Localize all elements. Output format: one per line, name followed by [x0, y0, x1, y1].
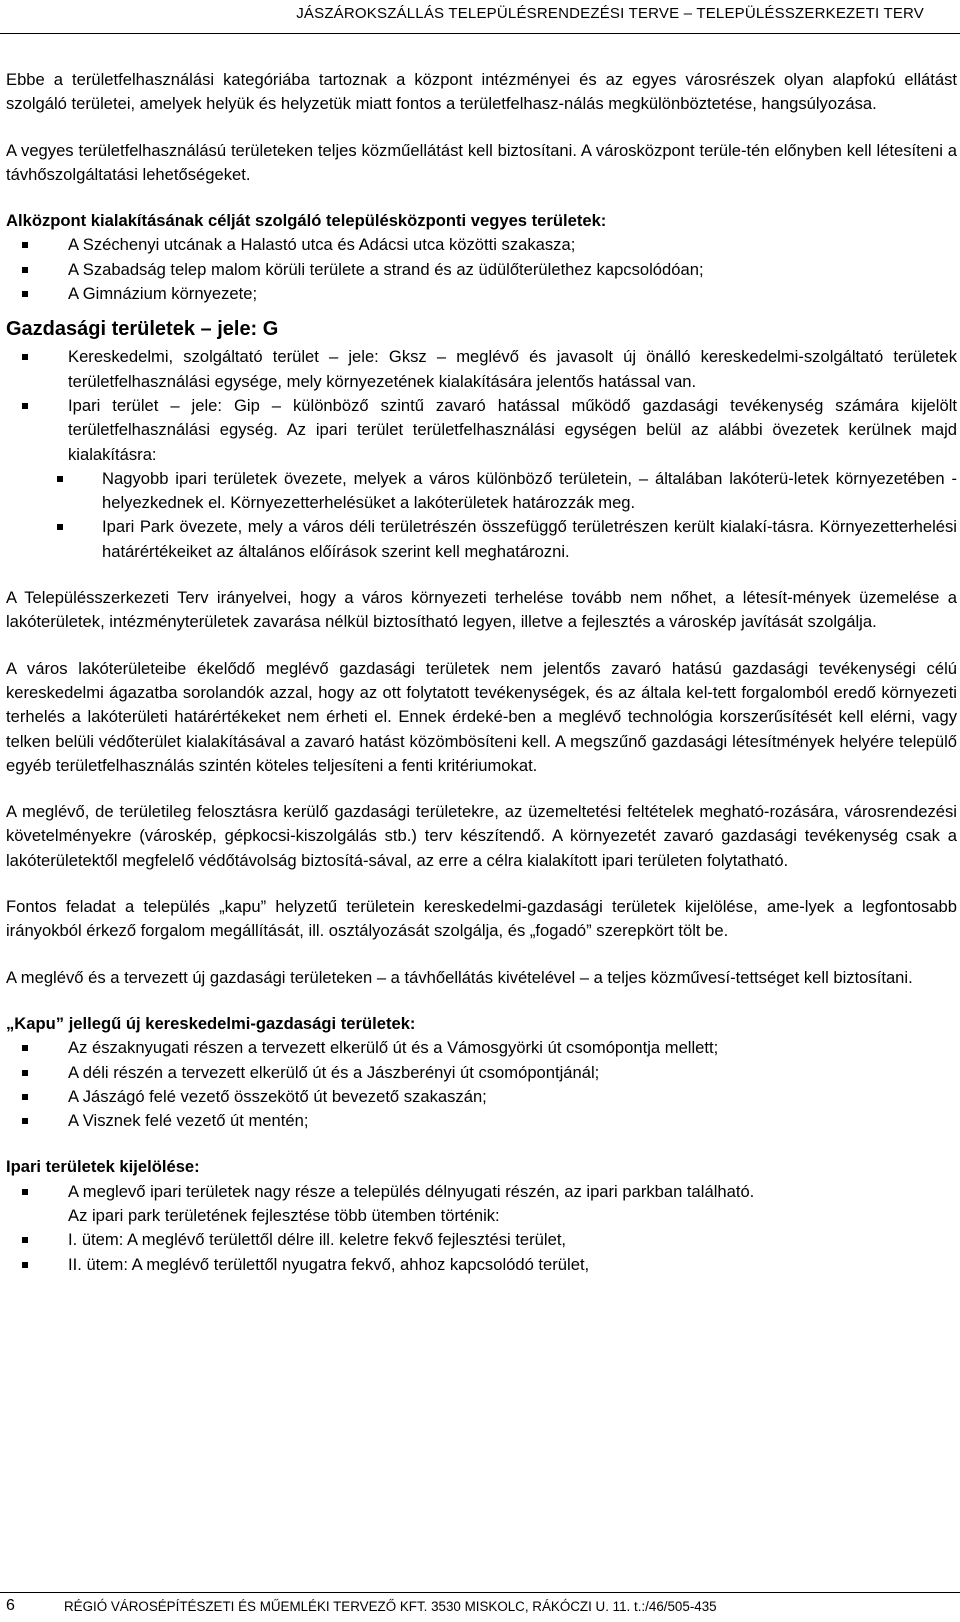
document-body [6, 68, 957, 1277]
alkozpont-list [6, 233, 957, 306]
list-item: Kereskedelmi, szolgáltató terület – jele: Gksz – meglévő és javasolt új önálló kereskedelmi-szolgáltató területek területfelhasználási egysége, mely környezetének kialakítására jelentős hatással van. [6, 345, 957, 394]
square-bullet-icon [22, 1094, 28, 1100]
square-bullet-icon [22, 403, 28, 409]
list-item: Nagyobb ipari területek övezete, melyek a város különböző területein, – általában lakóterü-letek környezetében - helyezkednek el. Környezetterhelésüket a lakóterületek határozzák meg. [6, 467, 957, 516]
intro-paragraph-2: A vegyes területfelhasználású területeken teljes közműellátást kell biztosítani. A városközpont terüle-tén előnyben kell létesíteni a távhőszolgáltatási lehetőségeket. [6, 140, 957, 184]
paragraph-lakoteruletek: A város lakóterületeibe ékelődő meglévő gazdasági területek nem jelentős zavaró hatású gazdasági tevékenységi célú kereskedelmi ágazatba sorolandók azzal, hogy az ott folytatott tevékenységek, és az általa kel-tett forgalomból eredő környezeti terhelés a lakóterületi határértékeket nem érheti el. Ennek érdeké-ben a meglévő technológia korszerűsítését kell elérni, vagy telken belüli védőterület kialakításával a zavaró hatást közömbösíteni kell. A megszűnő gazdasági létesítmények helyére települő egyéb területfelhasználás szintén köteles teljesíteni a fenti kritériumokat. [6, 658, 957, 775]
square-bullet-icon [57, 524, 63, 530]
square-bullet-icon [22, 242, 28, 248]
list-item: Az északnyugati részen a tervezett elkerülő út és a Vámosgyörki út csomópontja mellett; [6, 1036, 957, 1060]
footer-address: RÉGIÓ VÁROSÉPÍTÉSZETI ÉS MŰEMLÉKI TERVEZŐ KFT. 3530 MISKOLC, RÁKÓCZI U. 11. t.:/46/505-435 [64, 1599, 717, 1614]
paragraph-felosztas: A meglévő, de területileg felosztásra kerülő gazdasági területekre, az üzemeltetési feltételek megható-rozására, városrendezési követelményekre (városkép, gépkocsi-kiszolgálás stb.) terv készítendő. A környezetét zavaró gazdasági tevékenység csak a lakóterületektől megfelelő védőtávolság biztosítá-sával, az erre a célra kialakított ipari területen folytatható. [6, 802, 957, 870]
paragraph-irányelvek: A Településszerkezeti Terv irányelvei, hogy a város környezeti terhelése tovább nem nőhet, a létesít-mények üzemelése a lakóterületek, intézményterületek zavarása nélkül biztosítható legyen, illetve a fejlesztés a városkép javítását szolgálja. [6, 588, 957, 632]
list-item: Ipari terület – jele: Gip – különböző szintű zavaró hatással működő gazdasági tevékenység számára kijelölt területfelhasználási egység. Az ipari terület területfelhasználási egységen belül az alábbi övezetek kerülnek majd kialakításra: [6, 394, 957, 467]
list-item: A Visznek felé vezető út mentén; [6, 1109, 957, 1133]
page-header [0, 0, 960, 30]
list-item: I. ütem: A meglévő területtől délre ill. keletre fekvő fejlesztési terület, [6, 1228, 957, 1252]
ipari-heading: Ipari területek kijelölése: [6, 1157, 200, 1177]
gazdasagi-sublist [6, 467, 957, 564]
ipari-list [6, 1180, 957, 1204]
square-bullet-icon [22, 1070, 28, 1076]
square-bullet-icon [57, 476, 63, 482]
alkozpont-heading: Alközpont kialakításának célját szolgáló településközponti vegyes területek: [6, 211, 607, 231]
square-bullet-icon [22, 354, 28, 360]
page-number: 6 [6, 1597, 15, 1614]
paragraph-kapu: Fontos feladat a település „kapu” helyzetű területein kereskedelmi-gazdasági területek kijelölése, ame-lyek a legfontosabb irányokból érkező forgalom megállítását, ill. osztályozását szolgálja, és „fogadó” szerepkört tölt be. [6, 897, 957, 941]
ipari-utemek-list [6, 1228, 957, 1277]
square-bullet-icon [22, 1262, 28, 1268]
gazdasagi-list [6, 345, 957, 466]
footer-divider [0, 1592, 960, 1593]
square-bullet-icon [22, 267, 28, 273]
list-item: A Gimnázium környezete; [6, 282, 957, 306]
square-bullet-icon [22, 1118, 28, 1124]
kapu-heading: „Kapu” jellegű új kereskedelmi-gazdasági területek: [6, 1013, 416, 1033]
list-item: A Jászágó felé vezető összekötő út bevezető szakaszán; [6, 1085, 957, 1109]
square-bullet-icon [22, 1189, 28, 1195]
list-item: A déli részén a tervezett elkerülő út és a Jászberényi út csomópontjánál; [6, 1061, 957, 1085]
header-title: JÁSZÁROKSZÁLLÁS TELEPÜLÉSRENDEZÉSI TERVE – TELEPÜLÉSSZERKEZETI TERV [296, 5, 924, 22]
list-item: II. ütem: A meglévő területtől nyugatra fekvő, ahhoz kapcsolódó terület, [6, 1253, 957, 1277]
square-bullet-icon [22, 291, 28, 297]
gazdasagi-heading: Gazdasági területek – jele: G [6, 318, 279, 341]
ipari-note: Az ipari park területének fejlesztése több ütemben történik: [68, 1205, 500, 1225]
kapu-list [6, 1036, 957, 1133]
intro-paragraph-1: Ebbe a területfelhasználási kategóriába tartoznak a központ intézményei és az egyes városrészek olyan alapfokú ellátást szolgáló területei, amelyek helyük és helyzetük miatt fontos a területfelhasz-nálás megkülönböztetése, hangsúlyozása. [6, 70, 957, 114]
paragraph-kozmu: A meglévő és a tervezett új gazdasági területeken – a távhőellátás kivételével – a teljes közművesí-tettséget kell biztosítani. [6, 967, 913, 987]
square-bullet-icon [22, 1237, 28, 1243]
list-item: A Szabadság telep malom körüli területe a strand és az üdülőterülethez kapcsolódóan; [6, 258, 957, 282]
header-divider [0, 33, 960, 34]
square-bullet-icon [22, 1045, 28, 1051]
list-item: A meglevő ipari területek nagy része a település délnyugati részén, az ipari parkban található. [6, 1180, 957, 1204]
list-item: Ipari Park övezete, mely a város déli területrészén összefüggő területrészen került kialakí-tásra. Környezetterhelési határértékeiket az általános előírások szerint kell meghatározni. [6, 515, 957, 564]
list-item: A Széchenyi utcának a Halastó utca és Adácsi utca közötti szakasza; [6, 233, 957, 257]
